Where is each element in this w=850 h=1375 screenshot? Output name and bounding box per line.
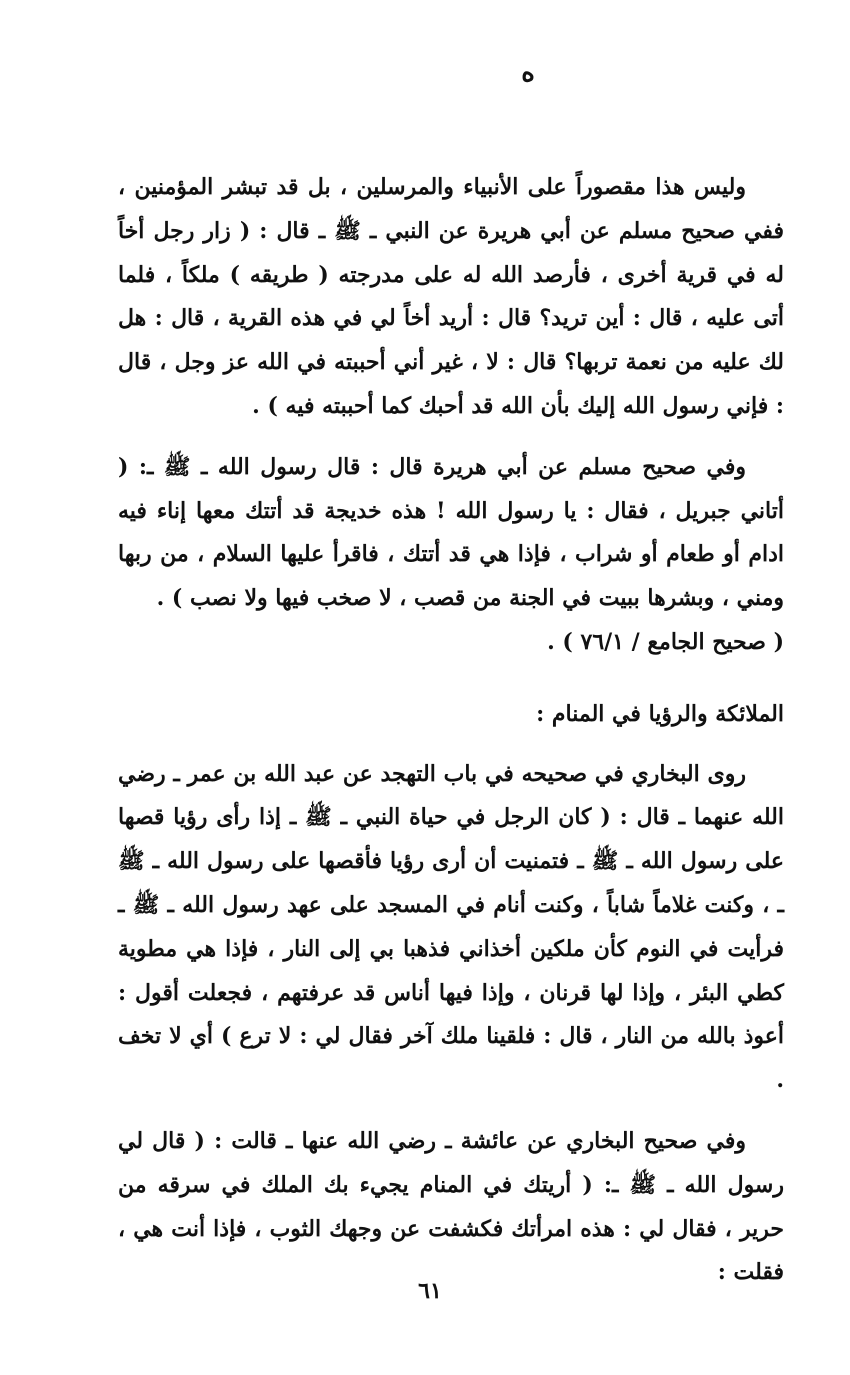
top-mark: ه xyxy=(521,58,535,88)
paragraph-3: روى البخاري في صحيحه في باب التهجد عن عبد الله بن عمر ـ رضي الله عنهما ـ قال : ( كان الرجل في حياة النبي ـ ﷺ ـ إذا رأى رؤيا قصها على رسول الله ـ ﷺ ـ فتمنيت أن أرى رؤيا فأقصها على رسول الله ـ ﷺ ـ ، وكنت غلاماً شاباً ، وكنت أنام في المسجد على عهد رسول الله ـ ﷺ ـ فرأيت في النوم كأن ملكين أخذاني فذهبا بي إلى النار ، فإذا هي مطوية كطي البئر ، وإذا لها قرنان ، وإذا فيها أناس قد عرفتهم ، فجعلت أقول : أعوذ بالله من النار ، قال : فلقينا ملك آخر فقال لي : لا ترع ) أي لا تخف . xyxy=(118,760,784,1094)
paragraph-1: وليس هذا مقصوراً على الأنبياء والمرسلين ، بل قد تبشر المؤمنين ، ففي صحيح مسلم عن أبي هريرة عن النبي ـ ﷺ ـ قال : ( زار رجل أخاً له في قرية أخرى ، فأرصد الله له على مدرجته ( طريقه ) ملكاً ، فلما أتى عليه ، قال : أين تريد؟ قال : أريد أخاً لي في هذه القرية ، قال : هل لك عليه من نعمة تربها؟ قال : لا ، غير أني أحببته في الله عز وجل ، قال : فإني رسول الله إليك بأن الله قد أحبك كما أحببته فيه ) . xyxy=(118,174,784,419)
section-heading: الملائكة والرؤيا في المنام : xyxy=(536,700,784,727)
citation: ( صحيح الجامع / ٧٦/١ ) . xyxy=(547,628,784,655)
paragraph-2: وفي صحيح مسلم عن أبي هريرة قال : قال رسول الله ـ ﷺ ـ: ( أتاني جبريل ، فقال : يا رسول الله ! هذه خديجة قد أتتك معها إناء فيه ادام أو طعام أو شراب ، فإذا هي قد أتتك ، فاقرأ عليها السلام ، من ربها ومني ، وبشرها ببيت في الجنة من قصب ، لا صخب فيها ولا نصب ) . xyxy=(118,453,784,612)
paragraph-4: وفي صحيح البخاري عن عائشة ـ رضي الله عنها ـ قالت : ( قال لي رسول الله ـ ﷺ ـ: ( أريتك في المنام يجيء بك الملك في سرقه من حرير ، فقال لي : هذه امرأتك فكشفت عن وجهك الثوب ، فإذا أنت هي ، فقلت : xyxy=(118,1127,784,1286)
page-body xyxy=(118,166,784,1295)
page-number: ٦١ xyxy=(418,1278,442,1304)
